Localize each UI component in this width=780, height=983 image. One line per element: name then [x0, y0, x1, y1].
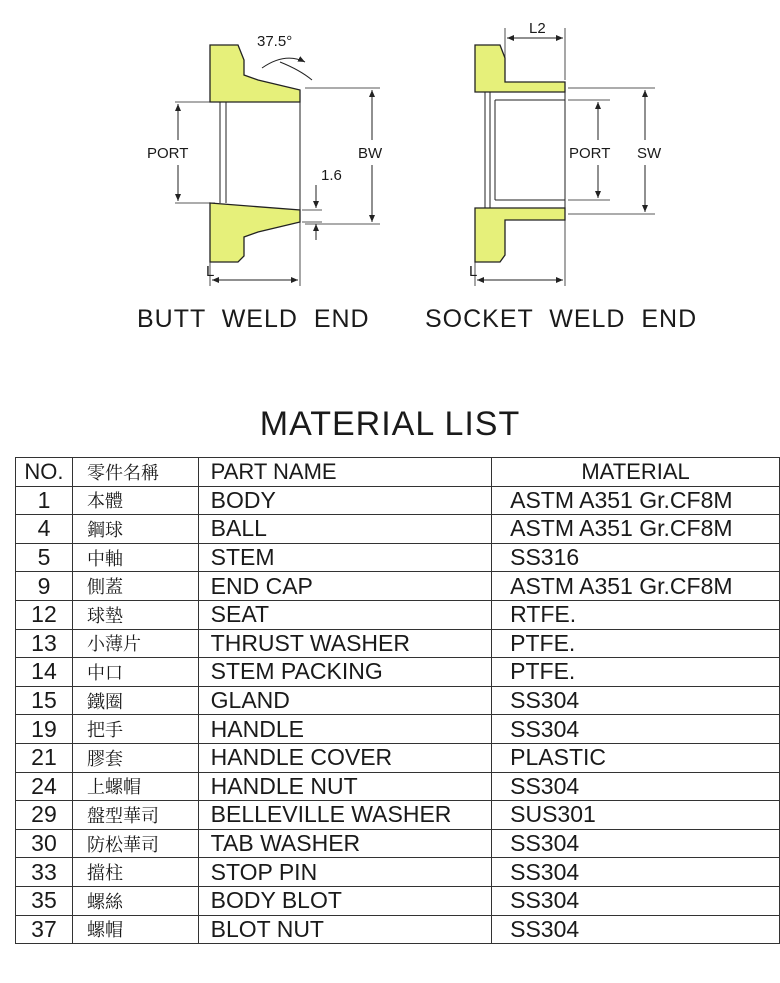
row-part-name: HANDLE COVER	[198, 743, 491, 772]
butt-bw-label: BW	[358, 145, 383, 162]
socket-l2-label: L2	[529, 20, 546, 37]
row-no: 29	[16, 801, 73, 830]
table-row	[16, 743, 780, 772]
row-part-name: BODY BLOT	[198, 886, 491, 915]
row-part-name: BLOT NUT	[198, 915, 491, 944]
table-row	[16, 915, 780, 944]
row-name-zh: 膠套	[72, 743, 198, 772]
table-row	[16, 801, 780, 830]
row-no: 24	[16, 772, 73, 801]
row-material: PTFE.	[492, 658, 780, 687]
table-row	[16, 629, 780, 658]
row-no: 19	[16, 715, 73, 744]
row-no: 5	[16, 543, 73, 572]
row-part-name: END CAP	[198, 572, 491, 601]
socket-sw-label: SW	[637, 145, 662, 162]
row-name-zh: 中口	[72, 658, 198, 687]
row-no: 35	[16, 886, 73, 915]
row-material: SS304	[492, 715, 780, 744]
row-name-zh: 盤型華司	[72, 801, 198, 830]
row-name-zh: 側蓋	[72, 572, 198, 601]
row-part-name: SEAT	[198, 600, 491, 629]
butt-length-label: L	[206, 263, 215, 280]
table-row	[16, 572, 780, 601]
row-name-zh: 螺帽	[72, 915, 198, 944]
table-row	[16, 600, 780, 629]
socket-weld-top-section	[475, 45, 565, 92]
row-material: SS316	[492, 543, 780, 572]
row-part-name: THRUST WASHER	[198, 629, 491, 658]
row-material: SS304	[492, 886, 780, 915]
table-header-row	[16, 458, 780, 487]
row-name-zh: 防松華司	[72, 829, 198, 858]
row-name-zh: 球墊	[72, 600, 198, 629]
row-no: 15	[16, 686, 73, 715]
row-part-name: STEM	[198, 543, 491, 572]
butt-gap-label: 1.6	[321, 167, 342, 184]
row-material: ASTM A351 Gr.CF8M	[492, 515, 780, 544]
row-material: SS304	[492, 772, 780, 801]
row-name-zh: 中軸	[72, 543, 198, 572]
material-table	[15, 457, 780, 944]
socket-length-label: L	[469, 263, 478, 280]
table-row	[16, 686, 780, 715]
row-name-zh: 本體	[72, 486, 198, 515]
row-material: SS304	[492, 915, 780, 944]
row-part-name: GLAND	[198, 686, 491, 715]
row-material: RTFE.	[492, 600, 780, 629]
row-material: SS304	[492, 686, 780, 715]
row-name-zh: 鋼球	[72, 515, 198, 544]
socket-weld-end-drawing	[469, 20, 662, 286]
butt-weld-top-section	[210, 45, 300, 102]
row-material: SS304	[492, 829, 780, 858]
butt-weld-bottom-section	[210, 203, 300, 262]
table-row	[16, 858, 780, 887]
socket-port-label: PORT	[569, 145, 611, 162]
row-material: PLASTIC	[492, 743, 780, 772]
row-no: 33	[16, 858, 73, 887]
row-name-zh: 上螺帽	[72, 772, 198, 801]
header-no: NO.	[16, 458, 73, 487]
row-name-zh: 小薄片	[72, 629, 198, 658]
butt-angle-label: 37.5°	[257, 33, 293, 50]
row-material: SS304	[492, 858, 780, 887]
header-material: MATERIAL	[492, 458, 780, 487]
row-part-name: BALL	[198, 515, 491, 544]
row-material: ASTM A351 Gr.CF8M	[492, 486, 780, 515]
table-row	[16, 886, 780, 915]
table-row	[16, 515, 780, 544]
row-name-zh: 把手	[72, 715, 198, 744]
butt-port-label: PORT	[147, 145, 189, 162]
material-list-title: MATERIAL LIST	[259, 405, 521, 443]
butt-weld-caption: BUTT WELD END	[137, 305, 370, 333]
row-material: SUS301	[492, 801, 780, 830]
row-part-name: STOP PIN	[198, 858, 491, 887]
row-no: 13	[16, 629, 73, 658]
row-no: 9	[16, 572, 73, 601]
socket-weld-caption: SOCKET WELD END	[425, 305, 698, 333]
row-no: 12	[16, 600, 73, 629]
table-row	[16, 658, 780, 687]
row-no: 1	[16, 486, 73, 515]
row-name-zh: 擋柱	[72, 858, 198, 887]
row-name-zh: 螺絲	[72, 886, 198, 915]
row-part-name: STEM PACKING	[198, 658, 491, 687]
row-no: 30	[16, 829, 73, 858]
row-no: 37	[16, 915, 73, 944]
row-material: ASTM A351 Gr.CF8M	[492, 572, 780, 601]
row-part-name: BODY	[198, 486, 491, 515]
row-part-name: HANDLE	[198, 715, 491, 744]
socket-weld-bottom-section	[475, 208, 565, 262]
row-no: 14	[16, 658, 73, 687]
row-part-name: TAB WASHER	[198, 829, 491, 858]
row-name-zh: 鐵圈	[72, 686, 198, 715]
header-part-name: PART NAME	[198, 458, 491, 487]
row-part-name: HANDLE NUT	[198, 772, 491, 801]
table-row	[16, 486, 780, 515]
table-row	[16, 715, 780, 744]
table-row	[16, 543, 780, 572]
row-no: 4	[16, 515, 73, 544]
table-row	[16, 829, 780, 858]
row-part-name: BELLEVILLE WASHER	[198, 801, 491, 830]
row-no: 21	[16, 743, 73, 772]
header-name-zh: 零件名稱	[72, 458, 198, 487]
table-row	[16, 772, 780, 801]
row-material: PTFE.	[492, 629, 780, 658]
butt-weld-end-drawing	[147, 33, 383, 286]
